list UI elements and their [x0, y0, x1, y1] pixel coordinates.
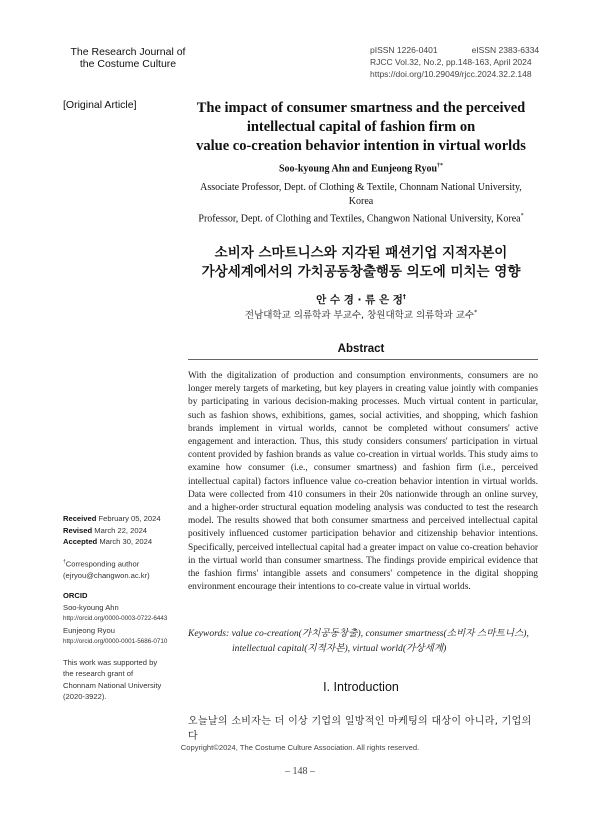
copyright: Copyright©2024, The Costume Culture Association. All rights reserved.	[180, 743, 420, 752]
revised-date: March 22, 2024	[94, 525, 148, 535]
korean-author-names: 안 수 경 · 류 은 정	[316, 294, 403, 306]
korean-title	[180, 244, 542, 282]
revised-label: Revised	[63, 525, 93, 535]
doi-link[interactable]: https://doi.org/10.29049/rjcc.2024.32.2.148	[370, 69, 532, 79]
grant-line: This work was supported by	[63, 657, 158, 667]
title-line: The impact of consumer smartness and the perceived	[196, 100, 526, 116]
keywords-line: value co-creation(가치공동창출), consumer smartness(소비자 스마트니스),	[231, 628, 529, 639]
affiliation-line: Associate Professor, Dept. of Clothing & Textile, Chonnam National University,	[200, 182, 522, 193]
orcid-url[interactable]: http://orcid.org/0000-0001-5686-0710	[63, 638, 168, 646]
accepted-label: Accepted	[63, 537, 98, 546]
article-type: [Original Article]	[63, 99, 137, 111]
author-mark: †*	[437, 163, 444, 169]
korean-affiliation-text: 전남대학교 의류학과 부교수, 창원대학교 의류학과 교수	[244, 310, 475, 321]
journal-name-line2: the Costume Culture	[79, 58, 177, 70]
grant-line: Chonnam National University	[63, 680, 162, 690]
affiliation-mark: *	[520, 213, 524, 219]
author-list	[180, 163, 542, 174]
grant-line: (2020-3922).	[63, 692, 107, 702]
keywords	[188, 626, 538, 656]
issue-info: RJCC Vol.32, No.2, pp.148-163, April 2024	[370, 57, 532, 67]
journal-name-line1: The Research Journal of	[70, 46, 186, 58]
orcid-name: Soo-kyoung Ahn	[63, 602, 119, 612]
keywords-line: intellectual capital(지적자본), virtual world(가상세계)	[232, 643, 447, 654]
affiliation-line: Korea	[348, 196, 374, 207]
publication-info	[370, 44, 570, 80]
corresponding-mark: †	[63, 558, 66, 565]
korean-title-line: 소비자 스마트니스와 지각된 패션기업 지적자본이	[214, 245, 508, 261]
korean-authors	[180, 292, 542, 307]
received-date: February 05, 2024	[98, 514, 161, 523]
article-sidebar	[63, 513, 178, 703]
korean-affiliation-mark: *	[474, 308, 478, 316]
paper-title	[180, 99, 542, 156]
corresponding-email[interactable]: (ejryou@changwon.ac.kr)	[63, 570, 150, 580]
orcid-url[interactable]: http://orcid.org/0000-0003-0722-6443	[63, 615, 168, 623]
keywords-label: Keywords:	[188, 628, 230, 639]
introduction-text: 오늘날의 소비자는 더 이상 기업의 일방적인 마케팅의 대상이 아니라, 기업의 다	[188, 716, 532, 742]
korean-affiliation	[180, 307, 542, 321]
accepted-date: March 30, 2024	[99, 537, 153, 546]
korean-title-line: 가상세계에서의 가치공동창출행동 의도에 미치는 영향	[201, 264, 521, 280]
received-label: Received	[63, 514, 97, 523]
affiliation-line: Professor, Dept. of Clothing and Textiles, Changwon National University, Korea	[198, 213, 521, 225]
orcid-label: ORCID	[63, 591, 88, 601]
abstract-heading: Abstract	[337, 343, 385, 355]
pissn: pISSN 1226-0401	[370, 45, 438, 55]
title-line: value co-creation behavior intention in virtual worlds	[196, 138, 526, 154]
orcid-name: Eunjeong Ryou	[63, 625, 115, 635]
korean-author-mark: †	[402, 293, 406, 301]
authors: Soo-kyoung Ahn and Eunjeong Ryou	[278, 163, 438, 175]
title-line: intellectual capital of fashion firm on	[246, 119, 476, 135]
journal-name	[63, 46, 193, 70]
introduction-heading: I. Introduction	[323, 680, 399, 694]
abstract-divider	[188, 359, 538, 360]
page-number: – 148 –	[285, 766, 315, 777]
eissn: eISSN 2383-6334	[471, 45, 540, 55]
affiliations	[180, 181, 542, 226]
corresponding-label: Corresponding author	[65, 559, 140, 569]
grant-line: the research grant of	[63, 669, 134, 679]
abstract-body: With the digitalization of production and consumption environments, consumers are no longer merely targets of marketing, but key players in creating value jointly with companies by participating in various decision-making processes. Much virtual content in particular, such as fashion shows, exhibitions, games, social activities, and shopping, which fashion brands implement in virtual worlds, cannot be completed without consumers' active engagement and interaction. Thus, this study considers consumers' participation in virtual content provided by fashion brands as value co-creation in virtual worlds. This study aims to examine how consumer (i.e., consumer smartness) and fashion firm (i.e., perceived intellectual capital) factors influence value co-creation behavior intention in virtual worlds. Data were collected from 410 consumers in their 20s nationwide through an online survey, and a higher-order structural equation modeling analysis was conducted to test the research model. The results showed that both consumer smartness and perceived intellectual capital positively influenced customer participation behavior and citizenship behavior intentions. Specifically, perceived intellectual capital had a greater impact on value co-creation behavior in the virtual world than consumer smartness. The findings provide empirical evidence that the fashion firms' intangible assets and consumers' competence in the digital shopping environment encourage their intentions to co-create value in virtual worlds.	[188, 371, 538, 593]
